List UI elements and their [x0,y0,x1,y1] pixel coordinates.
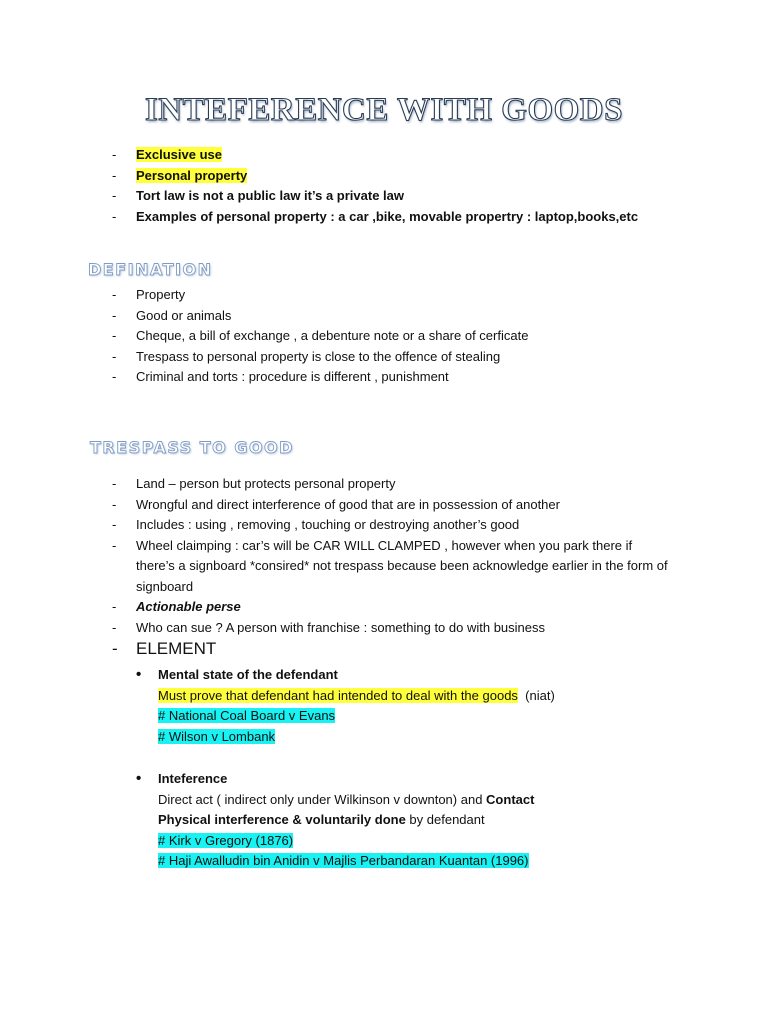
list-item: - Wrongful and direct interference of good that are in possession of another [112,495,672,516]
mental-state-block [136,665,696,747]
trespass-heading: TRESPASS TO GOOD [90,438,294,457]
physical-interference-line [136,810,696,831]
list-item: - Property [112,285,672,306]
definition-list [112,285,672,388]
mental-requirement-line [136,686,696,707]
list-item [112,597,672,618]
list-item: - Good or animals [112,306,672,327]
mental-state-heading: • Mental state of the defendant [136,665,696,686]
list-item: - Criminal and torts : procedure is different , punishment [112,367,672,388]
exclusive-use-text: Exclusive use [136,147,222,162]
case-kirk-gregory: # Kirk v Gregory (1876) [158,832,294,848]
list-item: - Land – person but protects personal property [112,474,672,495]
list-item: - Wheel claimping : car’s will be CAR WILL CLAMPED , however when you park there if there’s a signboard *consired* not trespass because been acknowledge earlier in the form of signboard [112,536,672,598]
definition-heading: DEFINATION [88,260,213,279]
case-wilson-lombank: # Wilson v Lombank [158,728,276,744]
element-label: ELEMENT [136,639,217,658]
contact-text: Contact [486,791,535,807]
examples-text: Examples of personal property : a car ,bike, movable propertry : laptop,books,etc [136,208,639,224]
direct-act-text: Direct act ( indirect only under Wilkinson v downton) and [158,791,487,807]
direct-act-line [136,790,696,811]
element-heading [112,638,216,660]
interference-block [136,769,696,872]
list-item [112,186,672,207]
list-item: - Who can sue ? A person with franchise : something to do with business [112,618,672,639]
list-item [112,145,672,166]
case-national-coal-board: # National Coal Board v Evans [158,708,336,723]
case-haji-awalludin: # Haji Awalludin bin Anidin v Majlis Perbandaran Kuantan (1996) [158,853,529,868]
case-citation [136,706,696,727]
tort-law-text: Tort law is not a public law it’s a private law [136,188,405,203]
actionable-perse-text: Actionable perse [136,599,241,614]
mental-requirement-text: Must prove that defendant had intended to deal with the goods [158,687,518,703]
dash-marker: - [112,639,118,658]
trespass-list [112,474,672,638]
case-citation [136,727,696,748]
intro-list [112,145,672,227]
case-citation [136,831,696,852]
document-title: INTEFERENCE WITH GOODS [145,92,623,128]
list-item: - Includes : using , removing , touching or destroying another’s good [112,515,672,536]
personal-property-text: Personal property [136,167,248,183]
by-defendant-text: by defendant [405,812,485,827]
list-item: - Cheque, a bill of exchange , a debenture note or a share of cerficate [112,326,672,347]
case-citation [136,851,696,872]
list-item [112,207,672,228]
niat-note: (niat) [525,687,555,703]
list-item [112,166,672,187]
list-item: - Trespass to personal property is close to the offence of stealing [112,347,672,368]
interference-heading: • Inteference [136,769,696,790]
physical-interference-text: Physical interference & voluntarily done [158,812,406,827]
